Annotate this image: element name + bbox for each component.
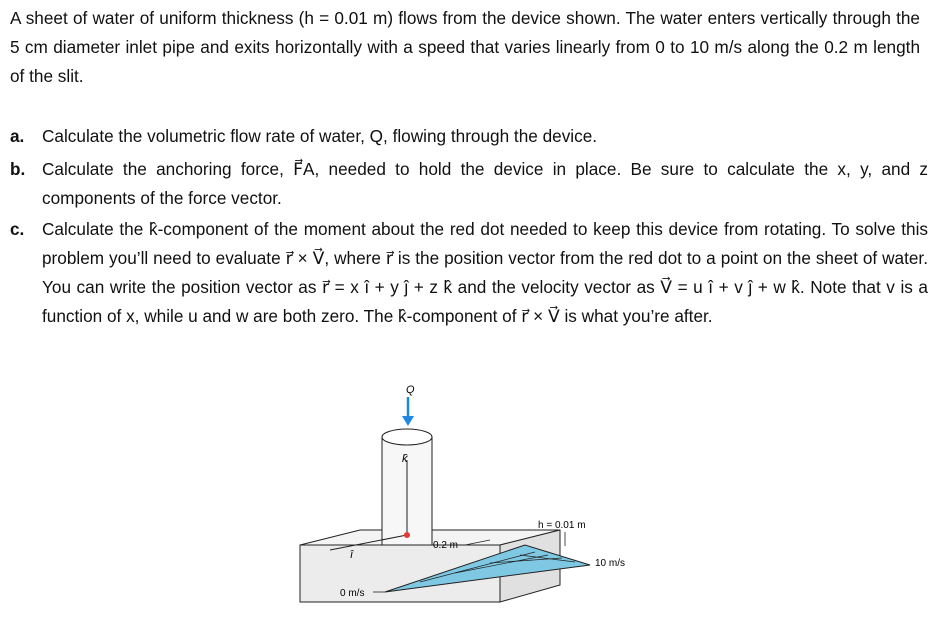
question-b-text: Calculate the anchoring force, F⃗A, needed to hold the device in place. Be sure to calculate the x, y, and z components of the force vector. <box>42 159 928 208</box>
question-a-text: Calculate the volumetric flow rate of water, Q, flowing through the device. <box>42 126 598 146</box>
slit-length-label: 0.2 m <box>433 540 459 551</box>
i-axis-label: î <box>350 549 354 561</box>
problem-statement: A sheet of water of uniform thickness (h = 0.01 m) flows from the device shown. The water enters vertically through the 5 cm diameter inlet pipe and exits horizontally with a speed that varies linearly from 0 to 10 m/s along the 0.2 m length of the slit. <box>10 8 920 86</box>
red-dot <box>404 532 410 538</box>
max-speed-label: 10 m/s <box>595 558 626 569</box>
flow-rate-label: Q <box>406 384 415 396</box>
inflow-arrowhead <box>402 416 414 426</box>
question-b-label: b. <box>10 159 26 179</box>
min-speed-label: 0 m/s <box>340 588 365 599</box>
device-figure <box>290 380 650 625</box>
question-a-label: a. <box>10 126 25 146</box>
k-axis-label: k̂ <box>402 453 408 465</box>
question-c-text: Calculate the k̂-component of the moment about the red dot needed to keep this device from rotating. To solve this problem you’ll need to evaluate r⃗ × V⃗, where r⃗ is the position vector from the red dot to a point on the sheet of water. You can write the position vector as r⃗ = x î + y ĵ + z k̂ and the velocity vector as V⃗ = u î + v ĵ + w k̂. Note that v is a function of x, while u and w are both zero. The k̂-component of r⃗ × V⃗ is what you’re after. <box>42 219 928 326</box>
thickness-label: h = 0.01 m <box>538 520 586 531</box>
question-c-label: c. <box>10 219 25 239</box>
